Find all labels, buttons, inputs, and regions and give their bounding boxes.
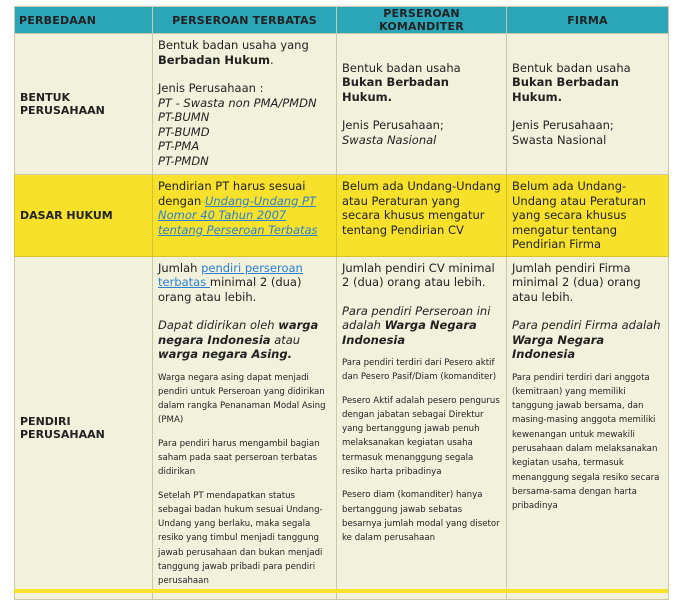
- cell-pk-bentuk: [337, 34, 507, 175]
- cell-pt-pendiri: [153, 256, 337, 599]
- pt-type-3: PT-PMA: [158, 139, 200, 153]
- cell-pk-pendiri: [337, 256, 507, 599]
- header-perseroan-terbatas: PERSEROAN TERBATAS: [153, 7, 337, 34]
- pk-p3: Para pendiri terdiri dari Pesero aktif dan Pesero Pasif/Diam (komanditer): [342, 358, 497, 383]
- comparison-table-wrapper: [14, 6, 668, 606]
- row-dasar-hukum: [15, 175, 669, 257]
- pt-p5: Setelah PT mendapatkan status sebagai badan hukum sesuai Undang-Undang yang berlaku, maka segala resiko yang timbul menjadi tanggung jawab perusahaan dan bukan menjadi tanggung jawab pribadi para pendiri perusahaan: [158, 490, 323, 587]
- pk-p2-b: Warga Negara Indonesia: [342, 318, 477, 347]
- firma-p3: Para pendiri terdiri dari anggota (kemitraan) yang memiliki tanggung jawab bersama, dan masing-masing anggota memiliki kewenangan untuk mewakili perusahaan dalam melaksanakan kegiatan usaha, termasuk menanggung segala resiko secara bersama-sama dengan harta pribadinya: [512, 372, 660, 512]
- row-label-pendiri: PENDIRI PERUSAHAAN: [15, 256, 153, 599]
- row-bentuk-perusahaan: [15, 34, 669, 175]
- pendiri-pt-link[interactable]: pendiri perseroan terbatas: [158, 260, 303, 289]
- header-firma: FIRMA: [507, 7, 669, 34]
- pk-jenis-label: Jenis Perusahaan;: [342, 118, 444, 133]
- firma-type: Swasta Nasional: [512, 132, 607, 147]
- pt-p3: Warga negara asing dapat menjadi pendiri untuk Perseroan yang didirikan dalam rangka Penanaman Modal Asing (PMA): [158, 372, 326, 426]
- firma-jenis-label: Jenis Perusahaan;: [512, 118, 614, 133]
- cell-firma-bentuk: [507, 34, 669, 175]
- pt-type-1: PT-BUMN: [158, 110, 210, 124]
- comparison-table: [14, 6, 669, 600]
- cell-firma-pendiri: [507, 256, 669, 599]
- row-pendiri-perusahaan: [15, 256, 669, 599]
- firma-p2-a: Para pendiri Firma adalah: [512, 318, 661, 332]
- pt-p2-c: atau: [270, 332, 301, 347]
- pt-p2-b: warga negara Indonesia: [158, 318, 319, 347]
- pt-dasar-line1: Pendirian PT harus sesuai dengan: [158, 179, 306, 208]
- firma-p2-b: Warga Negara Indonesia: [512, 332, 605, 361]
- pk-dasar-text: Belum ada Undang-Undang atau Peraturan yang secara khusus mengatur tentang Pendirian CV: [342, 179, 501, 237]
- pk-p4: Pesero Aktif adalah pesero pengurus dengan jabatan sebagai Direktur yang bertanggung jawab penuh melaksanakan kegiatan usaha termasuk menanggung segala resiko harta pribadinya: [342, 395, 500, 478]
- pt-type-2: PT-BUMD: [158, 124, 210, 139]
- row-label-dasar: DASAR HUKUM: [15, 175, 153, 257]
- cell-pk-dasar: [337, 175, 507, 257]
- cell-pt-dasar: [153, 175, 337, 257]
- pt-p2-d: warga negara Asing.: [158, 347, 292, 361]
- pt-p1-post: minimal 2 (dua) orang atau lebih.: [158, 275, 302, 304]
- pt-type-0: PT - Swasta non PMA/PMDN: [158, 95, 317, 110]
- header-perseroan-komanditer: PERSEROAN KOMANDITER: [337, 7, 507, 34]
- pk-p1: Jumlah pendiri CV minimal 2 (dua) orang atau lebih.: [342, 260, 495, 289]
- pk-type: Swasta Nasional: [342, 132, 437, 147]
- pt-p1-pre: Jumlah: [158, 260, 202, 275]
- firma-bentuk-line1: Bentuk badan usaha: [512, 60, 631, 75]
- uu-pt-link[interactable]: Undang-Undang PT Nomor 40 Tahun 2007 tentang Perseroan Terbatas: [158, 193, 318, 237]
- pt-bentuk-line1: Bentuk badan usaha yang: [158, 38, 309, 52]
- pk-p5: Pesero diam (komanditer) hanya bertanggung jawab sebatas besarnya jumlah modal yang disetor ke dalam perusahaan: [342, 490, 500, 544]
- pt-type-4: PT-PMDN: [158, 153, 209, 168]
- pt-bentuk-bold: Berbadan Hukum: [158, 52, 271, 67]
- firma-p1: Jumlah pendiri Firma minimal 2 (dua) orang atau lebih.: [512, 260, 641, 304]
- pt-p2-a: Dapat didirikan oleh: [158, 318, 279, 332]
- cell-firma-dasar: [507, 175, 669, 257]
- row-label-bentuk: BENTUK PERUSAHAAN: [15, 34, 153, 175]
- pt-p4: Para pendiri harus mengambil bagian saham pada saat perseroan terbatas didirikan: [158, 438, 320, 478]
- pk-bentuk-bold: Bukan Berbadan Hukum.: [342, 75, 449, 104]
- header-perbedaan: PERBEDAAN: [15, 7, 153, 34]
- next-row-highlight: [14, 589, 668, 593]
- pk-bentuk-line1: Bentuk badan usaha: [342, 60, 461, 75]
- firma-bentuk-bold: Bukan Berbadan Hukum.: [512, 75, 619, 104]
- cell-pt-bentuk: [153, 34, 337, 175]
- firma-dasar-text: Belum ada Undang-Undang atau Peraturan yang secara khusus mengatur tentang Pendirian Firma: [512, 179, 647, 251]
- pk-p2-a: Para pendiri Perseroan ini adalah: [342, 303, 491, 332]
- pt-jenis-label: Jenis Perusahaan :: [158, 81, 264, 95]
- header-row: [15, 7, 669, 34]
- pt-bentuk-dot: .: [270, 52, 274, 67]
